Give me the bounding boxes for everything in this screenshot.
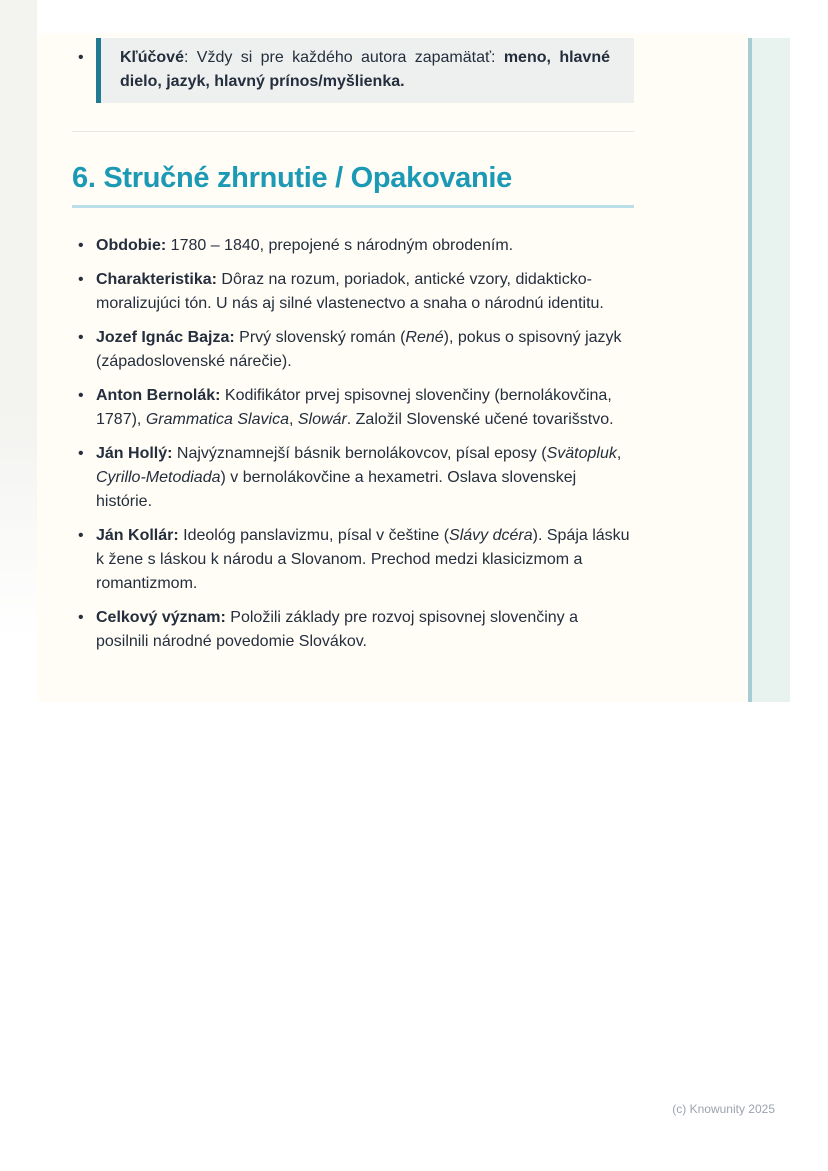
bullet-icon: • [78, 387, 84, 404]
text-run: ). Spája lásku k žene s láskou k národu a Slovanom. Prechod medzi klasicizmom a romantizmom. [96, 527, 630, 592]
list-item [72, 268, 634, 316]
bold-text: meno, hlavné dielo, jazyk, hlavný prínos/myšlienka. [120, 49, 611, 90]
bold-text: Ján Kollár: [96, 527, 179, 544]
list-item-text [96, 606, 634, 654]
list-item [72, 442, 634, 514]
left-gutter [0, 0, 37, 640]
bullet-icon: • [78, 49, 84, 66]
list-item-text [96, 442, 634, 514]
list-item-text [96, 384, 634, 432]
list-item [72, 234, 634, 258]
italic-text: René [405, 329, 444, 346]
italic-text: Svätopluk [546, 445, 617, 462]
bold-text: Kľúčové [120, 49, 184, 66]
italic-text: Slávy dcéra [449, 527, 533, 544]
callout-text [120, 46, 610, 94]
text-run: , [288, 411, 298, 428]
text-run: Položili základy pre rozvoj spisovnej slovenčiny a posilnili národné povedomie Slovákov. [96, 609, 579, 650]
bold-text: Anton Bernolák: [96, 387, 221, 404]
bullet-icon: • [78, 609, 84, 626]
bullet-icon: • [78, 329, 84, 346]
list-item-text [96, 234, 634, 258]
right-edge-strip [748, 38, 790, 702]
key-note-list [72, 38, 634, 103]
bullet-icon: • [78, 271, 84, 288]
text-run: Dôraz na rozum, poriadok, antické vzory, didakticko-moralizujúci tón. U nás aj silné vlastenectvo a snaha o národnú identitu. [96, 271, 604, 312]
italic-text: Grammatica Slavica [145, 411, 289, 428]
list-item-text [96, 524, 634, 596]
bold-text: Jozef Ignác Bajza: [96, 329, 235, 346]
bullet-icon: • [78, 527, 84, 544]
bold-text: Celkový význam: [96, 609, 226, 626]
bold-text: Ján Hollý: [96, 445, 173, 462]
list-item-text [96, 326, 634, 374]
italic-text: Slowár [297, 411, 347, 428]
text-run: Najvýznamnejší básnik bernolákovcov, písal eposy ( [172, 445, 547, 462]
copyright-footer: (c) Knowunity 2025 [672, 1102, 775, 1116]
list-item [72, 524, 634, 596]
text-run: . Založil Slovenské učené tovarišstvo. [346, 411, 614, 428]
list-item-text [96, 268, 634, 316]
text-run: , [616, 445, 622, 462]
list-item [72, 384, 634, 432]
list-item [72, 606, 634, 654]
section-divider [72, 131, 634, 132]
bullet-icon: • [78, 237, 84, 254]
bullet-icon: • [78, 445, 84, 462]
text-run: ) v bernolákovčine a hexametri. Oslava slovenskej histórie. [96, 469, 577, 510]
page-content [72, 38, 634, 654]
key-note-callout [96, 38, 634, 103]
bold-text: Obdobie: [96, 237, 167, 254]
text-run: 1780 – 1840, prepojené s národným obrodením. [166, 237, 514, 254]
bold-text: Charakteristika: [96, 271, 217, 288]
text-run: Prvý slovenský román ( [234, 329, 406, 346]
summary-list [72, 234, 634, 654]
text-run: : Vždy si pre každého autora zapamätať: [183, 49, 504, 66]
text-run: Kodifikátor prvej spisovnej slovenčiny (bernolákovčina, 1787), [96, 387, 612, 428]
text-run: Ideológ panslavizmu, písal v češtine ( [178, 527, 450, 544]
document-page [37, 33, 747, 702]
list-item [72, 326, 634, 374]
key-note-item [72, 38, 634, 103]
italic-text: Cyrillo-Metodiada [96, 469, 221, 486]
text-run: ), pokus o spisovný jazyk (západoslovenské nárečie). [96, 329, 622, 370]
section-heading: 6. Stručné zhrnutie / Opakovanie [72, 162, 634, 208]
